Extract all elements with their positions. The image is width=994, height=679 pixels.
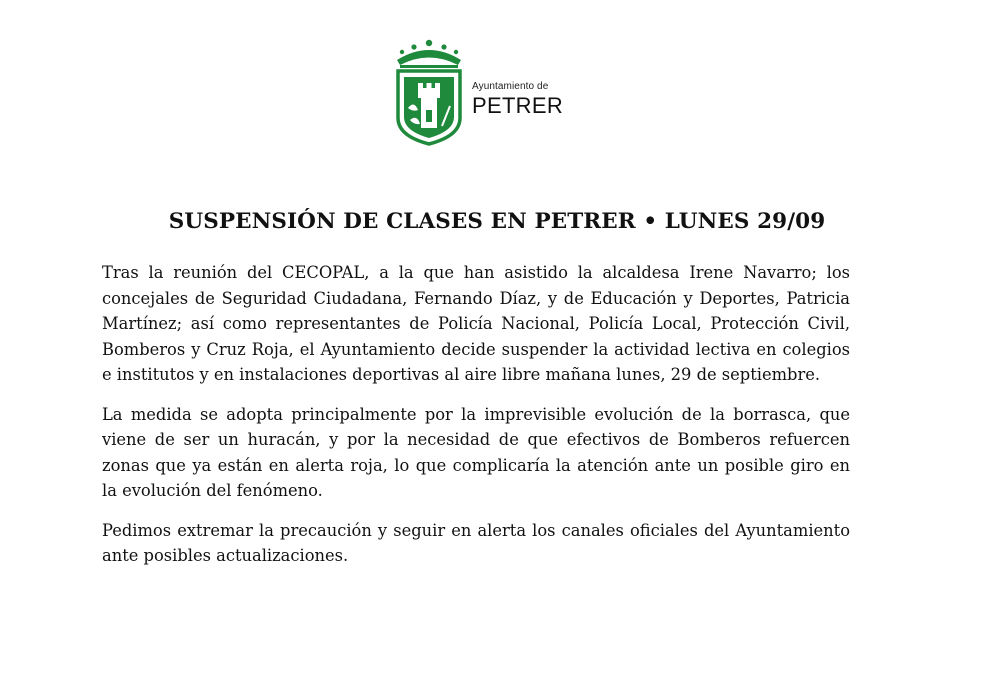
petrer-crest-icon xyxy=(392,38,466,146)
paragraph-3: Pedimos extremar la precaución y seguir en alerta los canales oficiales del Ayuntamiento ante posibles actualizaciones. xyxy=(102,520,850,565)
paragraph-1: Tras la reunión del CECOPAL, a la que han asistido la alcaldesa Irene Navarro; los concejales de Seguridad Ciudadana, Fernando Díaz, y de Educación y Deportes, Patricia Martínez; así como representantes de Policía Nacional, Policía Local, Protección Civil, Bomberos y Cruz Roja, el Ayuntamiento decide suspender la actividad lectiva en colegios e institutos y en instalaciones deportivas al aire libre mañana lunes, 29 de septiembre. xyxy=(102,263,850,384)
page-title: SUSPENSIÓN DE CLASES EN PETRER • LUNES 29/09 xyxy=(168,209,826,234)
logo-wordmark xyxy=(472,82,563,117)
logo-subtitle: Ayuntamiento de xyxy=(472,81,549,92)
ayuntamiento-logo xyxy=(392,38,572,148)
logo-name: PETRER xyxy=(472,93,564,118)
document-body xyxy=(102,260,850,583)
paragraph-2: La medida se adopta principalmente por la imprevisible evolución de la borrasca, que viene de ser un huracán, y por la necesidad de que efectivos de Bomberos refuercen zonas que ya están en alerta roja, lo que complicaría la atención ante un posible giro en la evolución del fenómeno. xyxy=(102,404,850,500)
